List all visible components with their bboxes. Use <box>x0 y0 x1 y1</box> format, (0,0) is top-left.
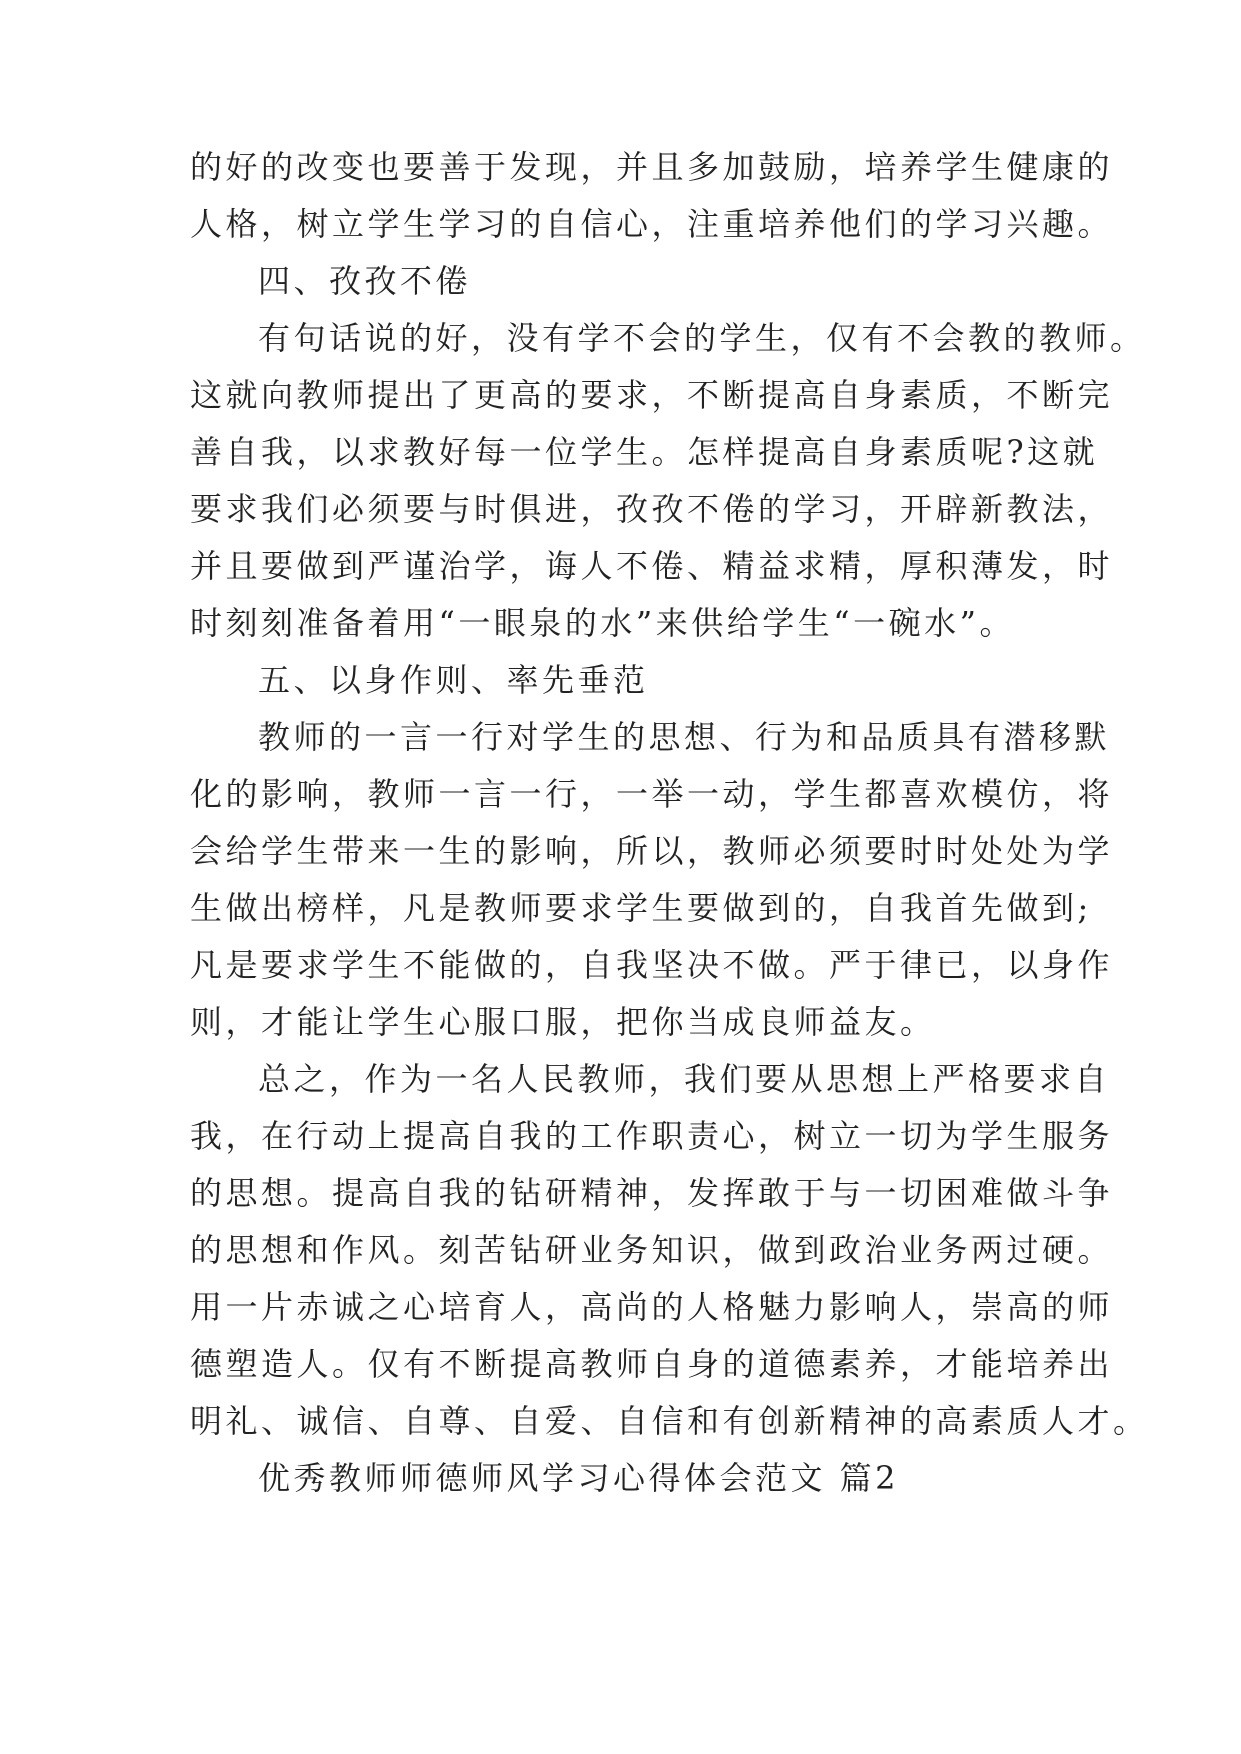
text-line: 有句话说的好，没有学不会的学生，仅有不会教的教师。 <box>258 319 1146 357</box>
text-line: 总之，作为一名人民教师，我们要从思想上严格要求自 <box>258 1060 1111 1098</box>
text-line: 善自我，以求教好每一位学生。怎样提高自身素质呢?这就 <box>190 433 1099 471</box>
text-line: 教师的一言一行对学生的思想、行为和品质具有潜移默 <box>258 718 1111 756</box>
section-heading: 四、孜孜不倦 <box>258 262 472 300</box>
text-line: 生做出榜样，凡是教师要求学生要做到的，自我首先做到; <box>190 889 1092 927</box>
text-line: 时刻刻准备着用“一眼泉的水”来供给学生“一碗水”。 <box>190 604 1015 642</box>
text-line: 用一片赤诚之心培育人，高尚的人格魅力影响人，崇高的师 <box>190 1288 1114 1326</box>
section-heading: 五、以身作则、率先垂范 <box>258 661 649 699</box>
text-line: 明礼、诚信、自尊、自爱、自信和有创新精神的高素质人才。 <box>190 1402 1149 1440</box>
text-line: 的思想。提高自我的钻研精神，发挥敢于与一切困难做斗争 <box>190 1174 1114 1212</box>
text-line: 德塑造人。仅有不断提高教师自身的道德素养，才能培养出 <box>190 1345 1114 1383</box>
text-line: 要求我们必须要与时俱进，孜孜不倦的学习，开辟新教法， <box>190 490 1114 528</box>
text-line: 并且要做到严谨治学，诲人不倦、精益求精，厚积薄发，时 <box>190 547 1114 585</box>
text-line: 我，在行动上提高自我的工作职责心，树立一切为学生服务 <box>190 1117 1114 1155</box>
text-line: 人格，树立学生学习的自信心，注重培养他们的学习兴趣。 <box>190 205 1114 243</box>
text-line: 会给学生带来一生的影响，所以，教师必须要时时处处为学 <box>190 832 1114 870</box>
text-line: 则，才能让学生心服口服，把你当成良师益友。 <box>190 1003 936 1041</box>
text-line: 的好的改变也要善于发现，并且多加鼓励，培养学生健康的 <box>190 148 1114 186</box>
article-title: 优秀教师师德师风学习心得体会范文 篇2 <box>258 1459 900 1497</box>
text-line: 凡是要求学生不能做的，自我坚决不做。严于律已，以身作 <box>190 946 1114 984</box>
text-line: 化的影响，教师一言一行，一举一动，学生都喜欢模仿，将 <box>190 775 1114 813</box>
text-line: 这就向教师提出了更高的要求，不断提高自身素质，不断完 <box>190 376 1114 414</box>
text-line: 的思想和作风。刻苦钻研业务知识，做到政治业务两过硬。 <box>190 1231 1114 1269</box>
